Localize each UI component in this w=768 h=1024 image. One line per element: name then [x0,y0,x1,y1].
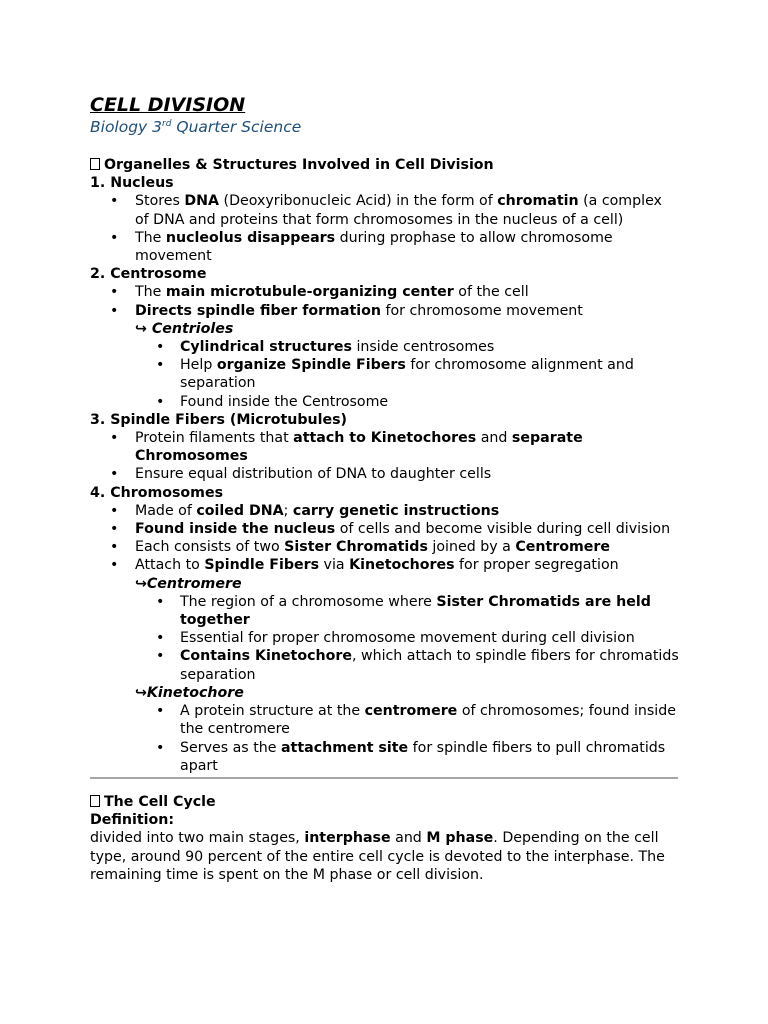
bold-text: attachment site [280,739,409,756]
list-item [90,229,680,265]
bold-text: interphase [304,830,391,847]
list-item [90,520,680,538]
subheading-centromere: ↪Centromere [135,575,242,592]
text: Made of [135,502,197,519]
subheading-kinetochore: ↪Kinetochore [135,684,244,701]
list-item [90,338,680,356]
text: (a complex of DNA and proteins that form chromosomes in the nucleus of a cell) [135,193,662,228]
bold-text: DNA [184,193,220,210]
section-heading-text: The Cell Cycle [104,793,216,810]
bold-text: chromatin [497,193,579,210]
text: via [319,557,350,574]
bold-text: Found inside the nucleus [135,521,336,538]
list-item: • Essential for proper chromosome movement during cell division [90,629,680,647]
list-item [90,538,680,556]
spindle-list [90,429,680,484]
nucleus-list [90,192,680,265]
heading-spindle-fibers: 3. Spindle Fibers (Microtubules) [90,411,348,428]
chromosomes-list [90,502,680,575]
section-heading-cell-cycle [90,793,680,811]
list-item [90,739,680,775]
bold-text: separate Chromosomes [135,430,583,465]
text: of chromosomes; found inside the centromere [180,703,676,738]
bold-text: Contains Kinetochore [180,648,352,665]
list-item [90,429,680,465]
subtitle-text: Biology 3 [90,118,163,136]
bold-text: M phase [426,830,494,847]
text: for proper segregation [454,557,619,574]
bold-text: Spindle Fibers [204,557,320,574]
definition-label: Definition: [90,812,175,829]
list-item [90,283,680,301]
text: during prophase to allow chromosome movement [135,229,613,265]
list-item [90,502,680,520]
text: joined by a [427,539,516,556]
subtitle-text-rest: Quarter Science [171,118,302,136]
text: A protein structure at the [180,703,365,720]
text: and [390,830,427,847]
text: for spindle fibers to pull chromatids apart [180,739,666,774]
text: Attach to [135,557,205,574]
text: inside centrosomes [351,339,495,356]
list-item: • Ensure equal distribution of DNA to daughter cells [90,465,680,483]
list-item [90,556,680,574]
text: divided into two main stages, [90,830,305,847]
text: for chromosome movement [380,302,583,319]
text: Help [180,357,217,374]
text: (Deoxyribonucleic Acid) in the form of [219,193,498,210]
document-title: CELL DIVISION [90,94,246,116]
heading-centrosome: 2. Centrosome [90,266,207,283]
list-item: • Found inside the Centrosome [90,393,680,411]
bold-text: main microtubule-organizing center [165,284,454,301]
bold-text: coiled DNA [196,502,284,519]
bold-text: Sister Chromatids [284,539,428,556]
section-divider [90,777,678,779]
bold-text: carry genetic instructions [292,502,500,519]
list-item [90,647,680,683]
section-heading-organelles [90,156,680,174]
bold-text: attach to Kinetochores [293,430,477,447]
centrioles-list [90,338,680,411]
subtitle-superscript: rd [162,119,172,129]
text: Serves as the [180,739,281,756]
text: . Depending on the cell type, around 90 percent of the entire cell cycle is devoted to the interphase. The remaining time is spent on the M phase or cell division. [90,830,665,883]
kinetochore-list [90,702,680,775]
text: ; [283,502,293,519]
text: The region of a chromosome where [180,593,437,610]
missing-glyph-icon [90,158,100,170]
bold-text: Cylindrical structures [180,339,352,356]
heading-chromosomes: 4. Chromosomes [90,484,224,501]
bold-text: Centromere [515,539,611,556]
list-item [90,356,680,392]
text: The [135,284,166,301]
bold-text: Directs spindle fiber formation [135,302,381,319]
document-subtitle [90,117,680,138]
text: Each consists of two [135,539,285,556]
subheading-centrioles: ↪ Centrioles [135,320,234,337]
text: Protein filaments that [135,430,294,447]
text: , which attach to spindle fibers for chromatids separation [180,648,679,683]
list-item [90,302,680,320]
bold-text: Sister Chromatids are held together [180,593,651,629]
missing-glyph-icon [90,795,100,807]
text: The [135,229,166,246]
bold-text: organize Spindle Fibers [216,357,406,374]
text: of cells and become visible during cell division [335,521,671,538]
text: for chromosome alignment and separation [180,357,634,392]
centromere-list [90,593,680,684]
bold-text: nucleolus disappears [165,229,336,246]
bold-text: centromere [364,703,458,720]
centrosome-list [90,283,680,319]
bold-text: Kinetochores [349,557,455,574]
list-item [90,192,680,228]
text: Stores [135,193,185,210]
definition-text [90,829,680,884]
text: and [476,430,512,447]
heading-nucleus: 1. Nucleus [90,175,174,192]
list-item [90,702,680,738]
list-item [90,593,680,629]
section-heading-text: Organelles & Structures Involved in Cell Division [104,157,494,173]
document-page [90,93,680,884]
text: of the cell [453,284,529,301]
